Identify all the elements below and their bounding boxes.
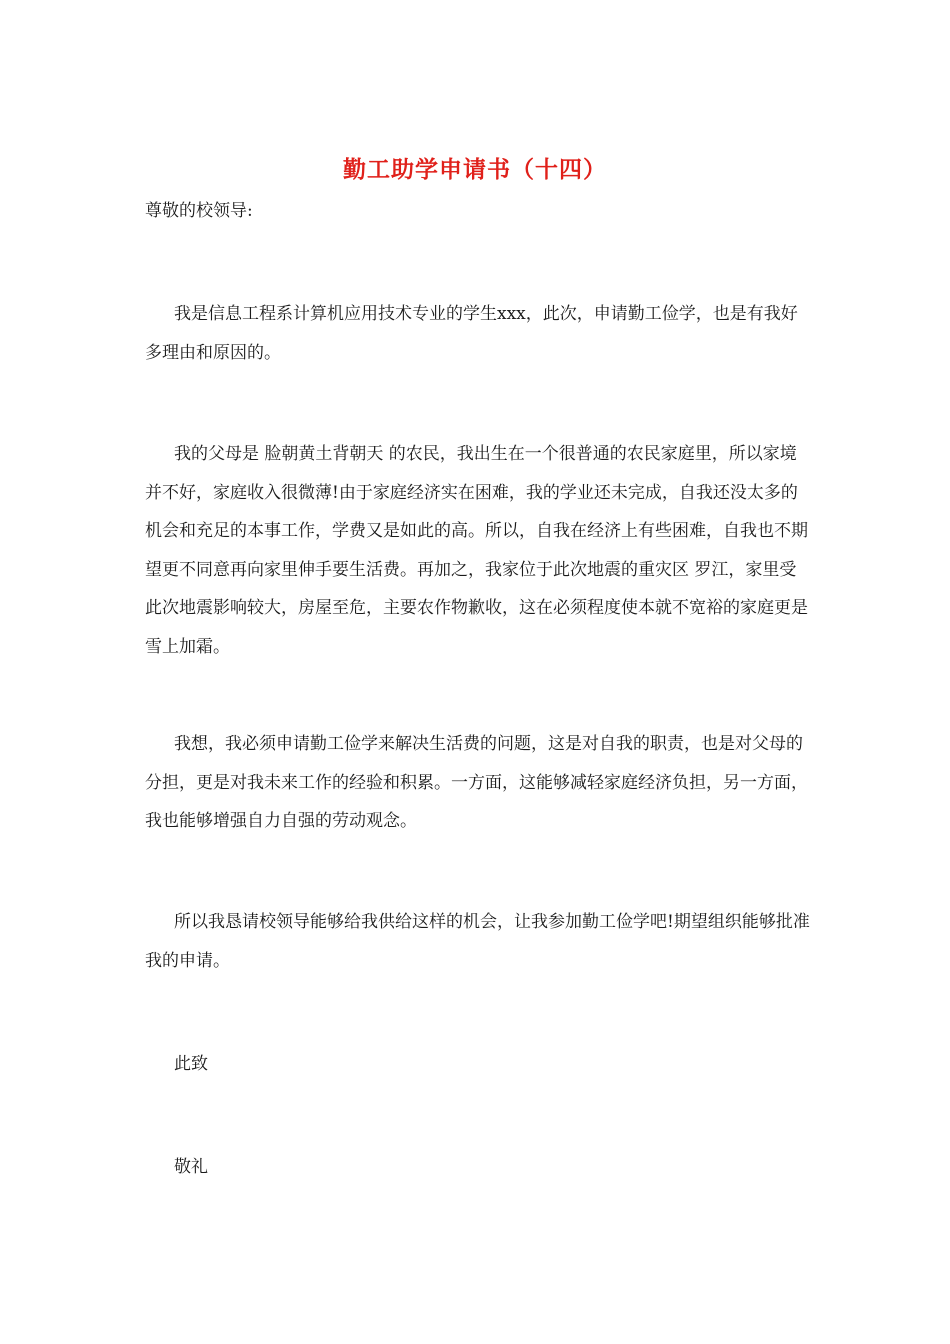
body-paragraph-2: 我的父母是 脸朝黄土背朝天 的农民，我出生在一个很普通的农民家庭里，所以家境并不好，家庭收入很微薄!由于家庭经济实在困难，我的学业还未完成，自我还没太多的机会和充足的本事工作，学费又是如此的高。所以，自我在经济上有些困难，自我也不期望更不同意再向家里伸手要生活费。再加之，我家位于此次地震的重灾区 罗江，家里受此次地震影响较大，房屋至危，主要农作物歉收，这在必须程度使本就不宽裕的家庭更是雪上加霜。 bbox=[145, 444, 808, 657]
body-paragraph-4: 所以我恳请校领导能够给我供给这样的机会，让我参加勤工俭学吧!期望组织能够批准我的申请。 bbox=[145, 912, 810, 971]
body-paragraph-3: 我想，我必须申请勤工俭学来解决生活费的问题，这是对自我的职责，也是对父母的分担，更是对我未来工作的经验和积累。一方面，这能够减轻家庭经济负担，另一方面，我也能够增强自力自强的劳动观念。 bbox=[145, 734, 808, 831]
page-title: 勤工助学申请书（十四） bbox=[343, 156, 607, 183]
closing-greeting: 此致 bbox=[174, 1054, 208, 1074]
salutation: 尊敬的校领导: bbox=[145, 201, 253, 221]
closing-salute: 敬礼 bbox=[174, 1157, 208, 1177]
body-paragraph-1: 我是信息工程系计算机应用技术专业的学生xxx，此次，申请勤工俭学，也是有我好多理由和原因的。 bbox=[145, 304, 798, 363]
